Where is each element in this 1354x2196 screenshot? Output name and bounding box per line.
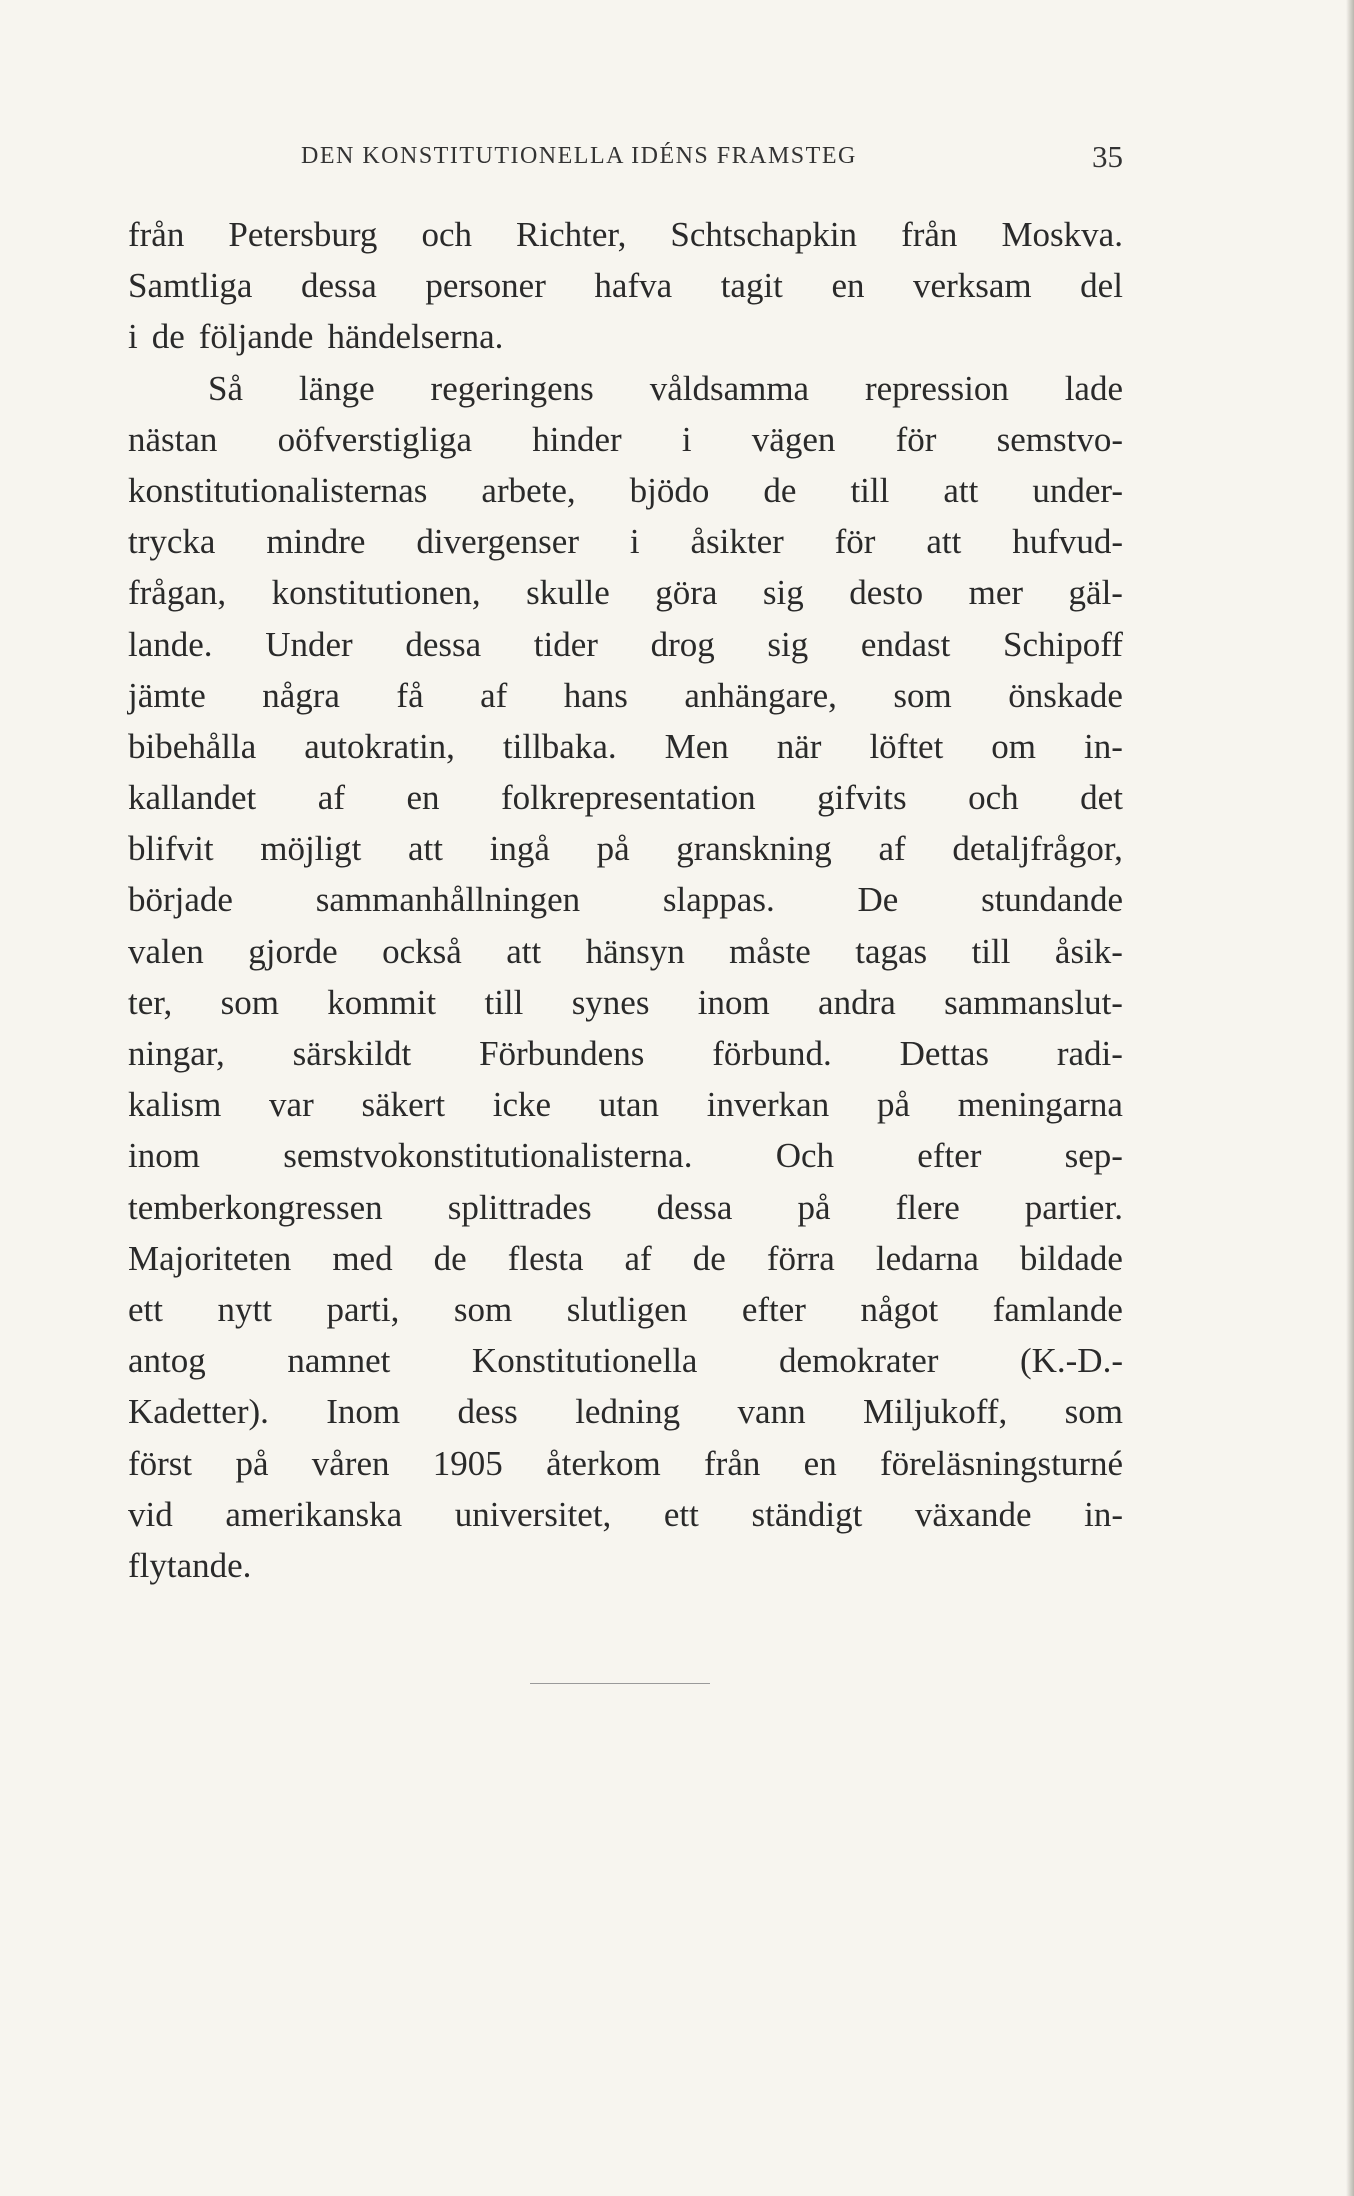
end-rule [530,1683,710,1684]
text-line: temberkongressen splittrades dessa på flere partier. [128,1187,1123,1227]
page-edge-shadow [1346,0,1354,2196]
text-line: ter, som kommit till synes inom andra sammanslut- [128,982,1123,1022]
text-line: jämte några få af hans anhängare, som önskade [128,675,1123,715]
text-line: lande. Under dessa tider drog sig endast Schipoff [128,624,1123,664]
text-line: först på våren 1905 återkom från en föreläsningsturné [128,1443,1123,1483]
text-line: kallandet af en folkrepresentation gifvits och det [128,778,1123,818]
text-line: ningar, särskildt Förbundens förbund. Dettas radi- [128,1034,1123,1073]
text-line: trycka mindre divergenser i åsikter för att hufvud- [128,522,1123,562]
text-line: valen gjorde också att hänsyn måste tagas till åsik- [128,931,1123,971]
text-line: från Petersburg och Richter, Schtschapkin från Moskva. [128,215,1123,254]
page-number: 35 [1092,139,1123,174]
text-line: konstitutionalisternas arbete, bjödo de till att under- [128,470,1123,510]
text-line: bibehålla autokratin, tillbaka. Men när löftet om in- [128,726,1123,766]
text-line: började sammanhållningen slappas. De stundande [128,880,1123,920]
text-line: blifvit möjligt att ingå på granskning af detaljfrågor, [128,829,1123,869]
text-line: i de följande händelserna. [128,317,504,357]
text-line: Så länge regeringens våldsamma repression lade [208,368,1123,408]
text-line: frågan, konstitutionen, skulle göra sig desto mer gäl- [128,573,1123,613]
body-text [128,209,1123,1591]
text-line: Samtliga dessa personer hafva tagit en verksam del [128,266,1123,306]
text-line: Majoriteten med de flesta af de förra ledarna bildade [128,1238,1123,1278]
running-head [128,139,1123,183]
text-line: antog namnet Konstitutionella demokrater (K.-D.- [128,1341,1123,1381]
text-line: inom semstvokonstitutionalisterna. Och efter sep- [128,1136,1123,1176]
text-line: nästan oöfverstigliga hinder i vägen för semstvo- [128,419,1123,459]
text-line: kalism var säkert icke utan inverkan på meningarna [128,1085,1123,1125]
text-line: vid amerikanska universitet, ett ständigt växande in- [128,1494,1123,1534]
text-line: flytande. [128,1545,252,1585]
running-title: DEN KONSTITUTIONELLA IDÉNS FRAMSTEG [301,143,857,169]
text-line: Kadetter). Inom dess ledning vann Miljukoff, som [128,1392,1123,1432]
text-line: ett nytt parti, som slutligen efter något famlande [128,1289,1123,1329]
